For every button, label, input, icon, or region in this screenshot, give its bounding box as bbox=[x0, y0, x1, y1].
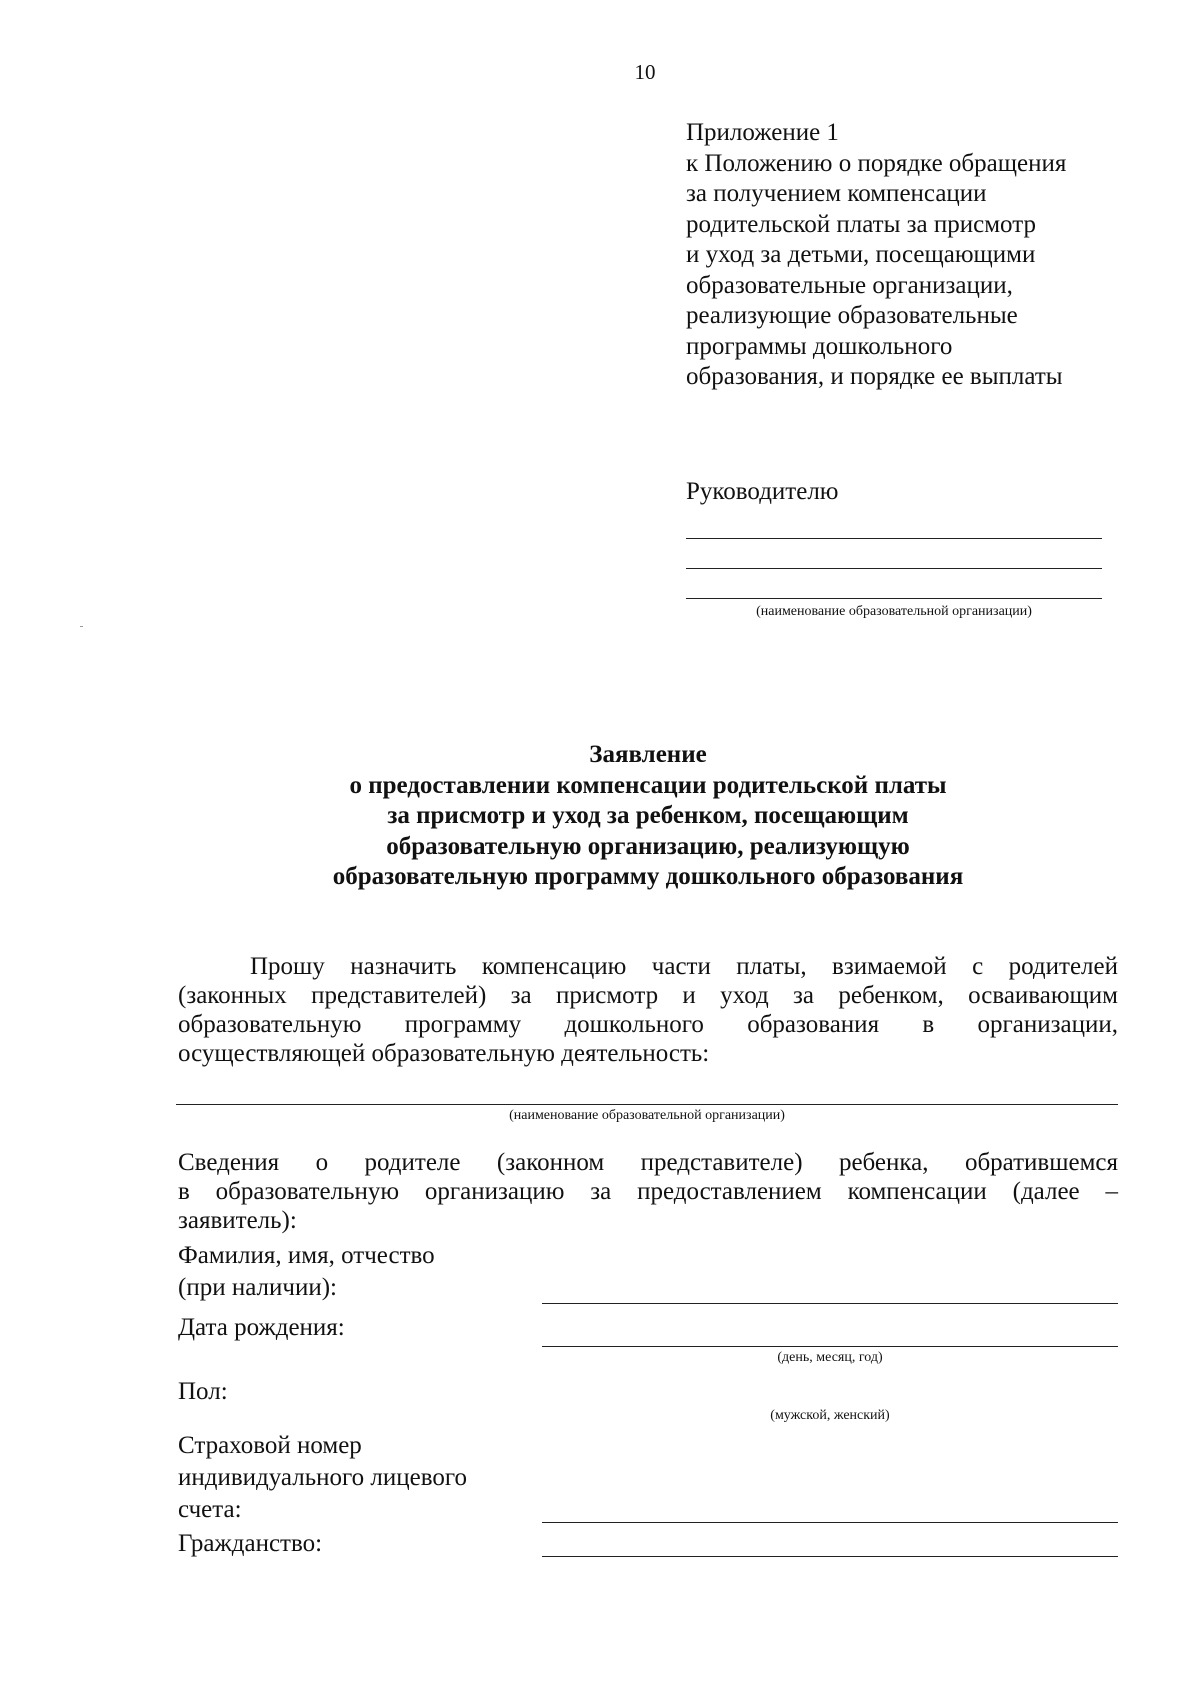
applicant-info-line: заявитель): bbox=[178, 1207, 297, 1234]
applicant-info-paragraph bbox=[178, 1148, 1118, 1235]
request-line: осуществляющей образовательную деятельность: bbox=[178, 1040, 710, 1067]
appendix-line: за получением компенсации bbox=[686, 180, 987, 207]
page-number: 10 bbox=[634, 60, 656, 84]
recipient-blank-line[interactable] bbox=[686, 598, 1102, 599]
appendix-line: к Положению о порядке обращения bbox=[686, 149, 1067, 177]
appendix-line: образовательные организации, bbox=[686, 271, 1013, 299]
sex-caption: (мужской, женский) bbox=[770, 1408, 890, 1423]
recipient-blank-line[interactable] bbox=[686, 568, 1102, 569]
citizenship-label: Гражданство: bbox=[178, 1530, 323, 1557]
recipient-label: Руководителю bbox=[686, 478, 839, 505]
citizenship-field[interactable] bbox=[542, 1556, 1118, 1557]
applicant-info-line: Сведения о родителе (законном представителе) ребенка, обратившемся bbox=[178, 1149, 1118, 1176]
organization-blank-line[interactable] bbox=[176, 1104, 1118, 1105]
full-name-field[interactable] bbox=[542, 1303, 1118, 1304]
title-line: Заявление bbox=[589, 741, 707, 768]
title-line: за присмотр и уход за ребенком, посещающим bbox=[387, 802, 909, 829]
request-line: (законных представителей) за присмотр и уход за ребенком, осваивающим bbox=[178, 982, 1118, 1009]
birth-date-label: Дата рождения: bbox=[178, 1314, 345, 1341]
title-line: о предоставлении компенсации родительской платы bbox=[349, 771, 947, 799]
recipient-blank-line[interactable] bbox=[686, 538, 1102, 539]
appendix-line: родительской платы за присмотр bbox=[686, 210, 1036, 238]
scan-speck bbox=[80, 626, 83, 627]
document-title bbox=[180, 740, 1116, 893]
birth-date-field[interactable] bbox=[542, 1346, 1118, 1347]
organization-caption: (наименование образовательной организации) bbox=[509, 1108, 785, 1123]
title-line: образовательную программу дошкольного образования bbox=[332, 863, 964, 890]
title-line: образовательную организацию, реализующую bbox=[386, 832, 910, 860]
appendix-line: Приложение 1 bbox=[686, 119, 839, 146]
request-paragraph bbox=[178, 952, 1118, 1068]
snils-label bbox=[178, 1430, 467, 1526]
request-line: Прошу назначить компенсацию части платы, взимаемой с родителей bbox=[250, 953, 1118, 980]
recipient-caption: (наименование образовательной организации) bbox=[756, 604, 1032, 619]
appendix-line: реализующие образовательные bbox=[686, 302, 1018, 329]
snils-label-line: счета: bbox=[178, 1496, 242, 1523]
full-name-label-line: (при наличии): bbox=[178, 1274, 337, 1301]
birth-date-caption: (день, месяц, год) bbox=[777, 1350, 883, 1365]
snils-field[interactable] bbox=[542, 1522, 1118, 1523]
full-name-label bbox=[178, 1240, 435, 1304]
appendix-line: программы дошкольного bbox=[686, 332, 953, 360]
appendix-line: образования, и порядке ее выплаты bbox=[686, 363, 1063, 390]
sex-label: Пол: bbox=[178, 1378, 228, 1405]
request-line: образовательную программу дошкольного образования в организации, bbox=[178, 1011, 1118, 1038]
snils-label-line: Страховой номер bbox=[178, 1432, 362, 1459]
full-name-label-line: Фамилия, имя, отчество bbox=[178, 1242, 435, 1269]
applicant-info-line: в образовательную организацию за предоставлением компенсации (далее – bbox=[178, 1178, 1118, 1205]
snils-label-line: индивидуального лицевого bbox=[178, 1464, 467, 1491]
appendix-line: и уход за детьми, посещающими bbox=[686, 241, 1036, 268]
appendix-reference bbox=[686, 118, 1166, 393]
